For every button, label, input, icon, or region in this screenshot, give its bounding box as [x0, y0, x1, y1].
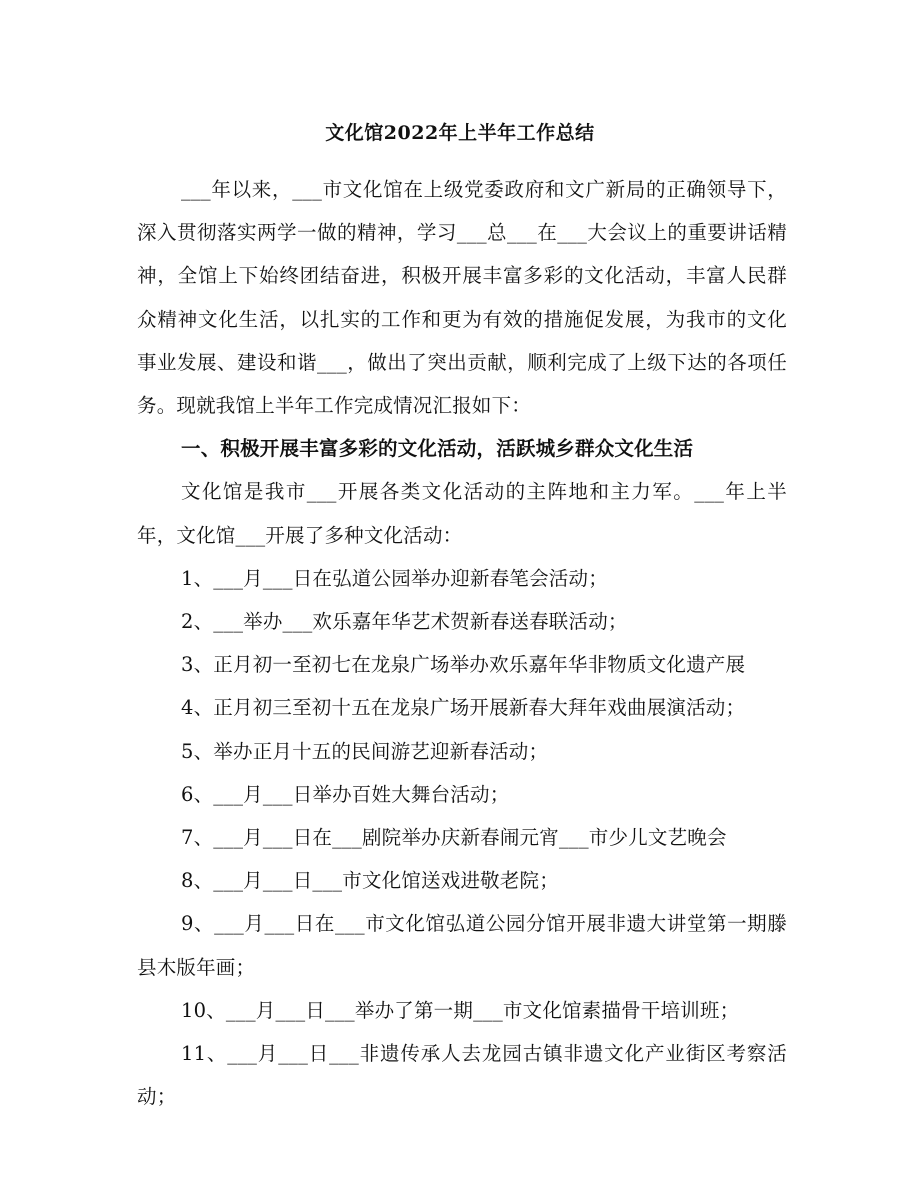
list-item: 10、___月___日___举办了第一期___市文化馆素描骨干培训班；	[181, 998, 740, 1022]
list-item: 7、___月___日在___剧院举办庆新春闹元宵___市少儿文艺晚会	[181, 826, 727, 850]
document-title: 文化馆2022年上半年工作总结	[325, 122, 595, 144]
list-item: 3、正月初一至初七在龙泉广场举办欢乐嘉年华非物质文化遗产展	[181, 653, 746, 677]
list-item: 11、___月___日___非遗传承人去龙园古镇非遗文化产业街区考察活动；	[137, 1042, 787, 1109]
list-item: 4、正月初三至初十五在龙泉广场开展新春大拜年戏曲展演活动；	[181, 696, 746, 720]
section-intro-paragraph: 文化馆是我市___开展各类文化活动的主阵地和主力军。___年上半年，文化馆___开展了多种文化活动：	[137, 480, 787, 547]
list-item: 9、___月___日在___市文化馆弘道公园分馆开展非遗大讲堂第一期滕县木版年画；	[137, 912, 787, 979]
list-item: 2、___举办___欢乐嘉年华艺术贺新春送春联活动；	[181, 610, 628, 634]
section-heading-1: 一、积极开展丰富多彩的文化活动，活跃城乡群众文化生活	[181, 437, 694, 461]
intro-paragraph: ___年以来，___市文化馆在上级党委政府和文广新局的正确领导下，深入贯彻落实两学一做的精神，学习___总___在___大会议上的重要讲话精神，全馆上下始终团结奋进，积极开展丰富多彩的文化活动，丰富人民群众精神文化生活，以扎实的工作和更为有效的措施促发展，为我市的文化事业发展、建设和谐___，做出了突出贡献，顺利完成了上级下达的各项任务。现就我馆上半年工作完成情况汇报如下：	[137, 178, 787, 418]
list-item: 6、___月___日举办百姓大舞台活动；	[181, 782, 510, 806]
list-item: 1、___月___日在弘道公园举办迎新春笔会活动；	[181, 566, 608, 590]
list-item: 8、___月___日___市文化馆送戏进敬老院；	[181, 869, 559, 893]
list-item: 5、举办正月十五的民间游艺迎新春活动；	[181, 739, 549, 763]
document-body	[137, 168, 787, 1118]
